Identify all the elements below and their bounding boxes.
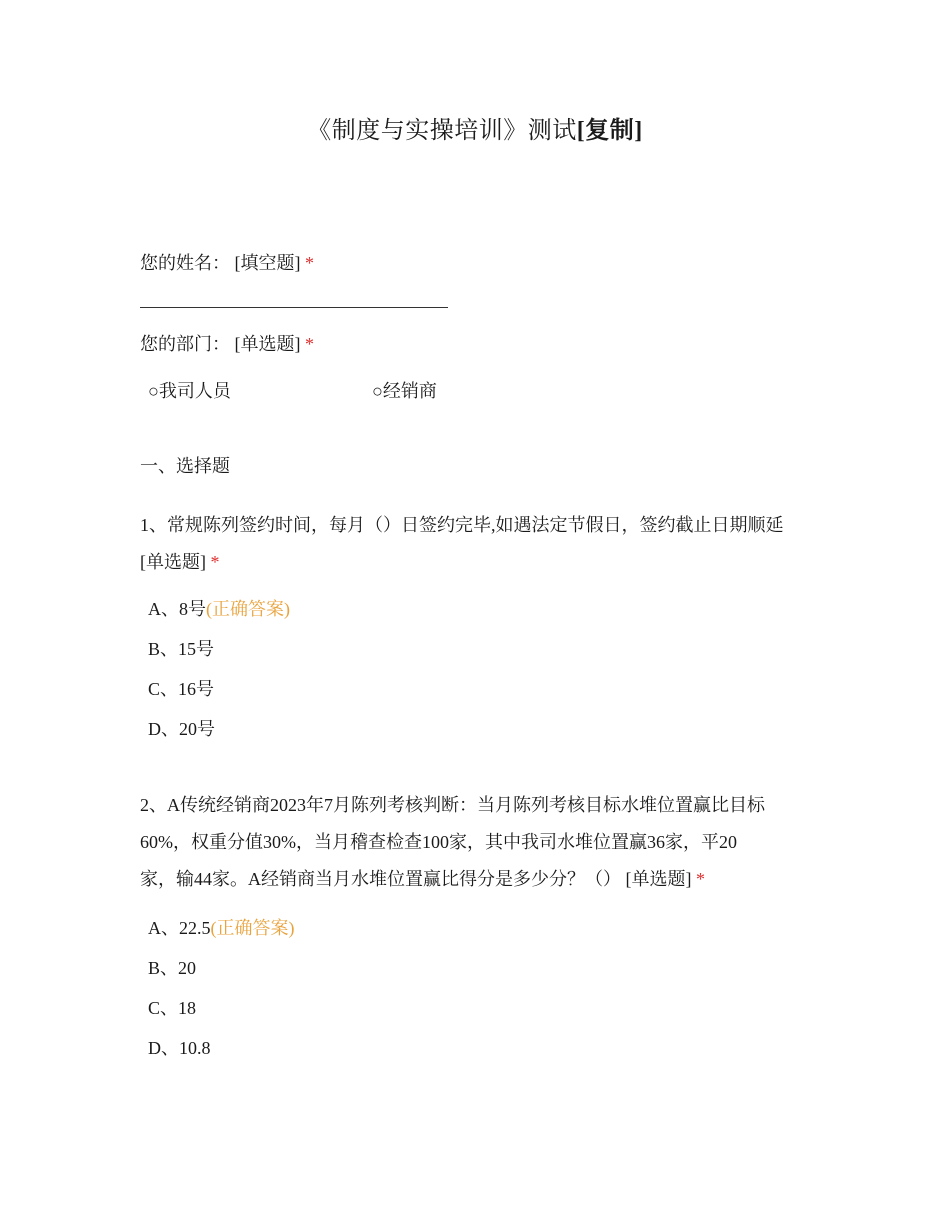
department-option-dealer[interactable]: ○经销商	[372, 381, 437, 401]
name-label: 您的姓名：	[140, 253, 230, 273]
name-input-line[interactable]	[140, 307, 448, 308]
question-2-line-3: 家，输44家。A经销商当月水堆位置赢比得分是多少分？（）	[140, 869, 621, 889]
question-1-option-c[interactable]: C、16号	[148, 679, 215, 699]
question-1-text: 1、常规陈列签约时间，每月（）日签约完毕,如遇法定节假日，签约截止日期顺延	[140, 515, 784, 535]
title-main: 《制度与实操培训》测试	[307, 118, 577, 144]
question-2-option-d[interactable]: D、10.8	[148, 1038, 211, 1058]
correct-answer-tag: (正确答案)	[210, 918, 295, 938]
question-1-type: [单选题]	[140, 552, 206, 572]
option-label: A、22.5	[148, 918, 211, 938]
question-2-line-2: 60%，权重分值30%，当月稽查检查100家，其中我司水堆位置赢36家，平20	[140, 832, 737, 852]
question-1-option-b[interactable]: B、15号	[148, 639, 215, 659]
question-2-type: [单选题]	[625, 869, 692, 889]
option-label: A、8号	[148, 599, 206, 619]
section-heading: 一、选择题	[140, 456, 230, 476]
name-type: [填空题]	[234, 253, 301, 273]
required-mark: *	[210, 552, 220, 572]
question-2-option-b[interactable]: B、20	[148, 958, 197, 978]
question-2-line-1: 2、A传统经销商2023年7月陈列考核判断：当月陈列考核目标水堆位置赢比目标	[140, 795, 765, 815]
required-mark: *	[696, 869, 705, 889]
required-mark: *	[305, 334, 314, 354]
title-suffix: [复制]	[576, 118, 643, 144]
question-1	[140, 507, 820, 581]
correct-answer-tag: (正确答案)	[206, 599, 290, 619]
question-1-option-d[interactable]: D、20号	[148, 719, 215, 739]
department-label: 您的部门：	[140, 334, 230, 354]
question-2-option-a[interactable]	[148, 916, 295, 940]
question-2-option-c[interactable]: C、18	[148, 998, 197, 1018]
department-question	[140, 326, 820, 363]
question-2	[140, 787, 820, 898]
question-1-option-a[interactable]	[148, 597, 290, 621]
name-question	[140, 245, 820, 282]
page-title	[0, 110, 950, 145]
department-option-company[interactable]: ○我司人员	[148, 381, 231, 401]
required-mark: *	[305, 253, 314, 273]
department-type: [单选题]	[234, 334, 301, 354]
